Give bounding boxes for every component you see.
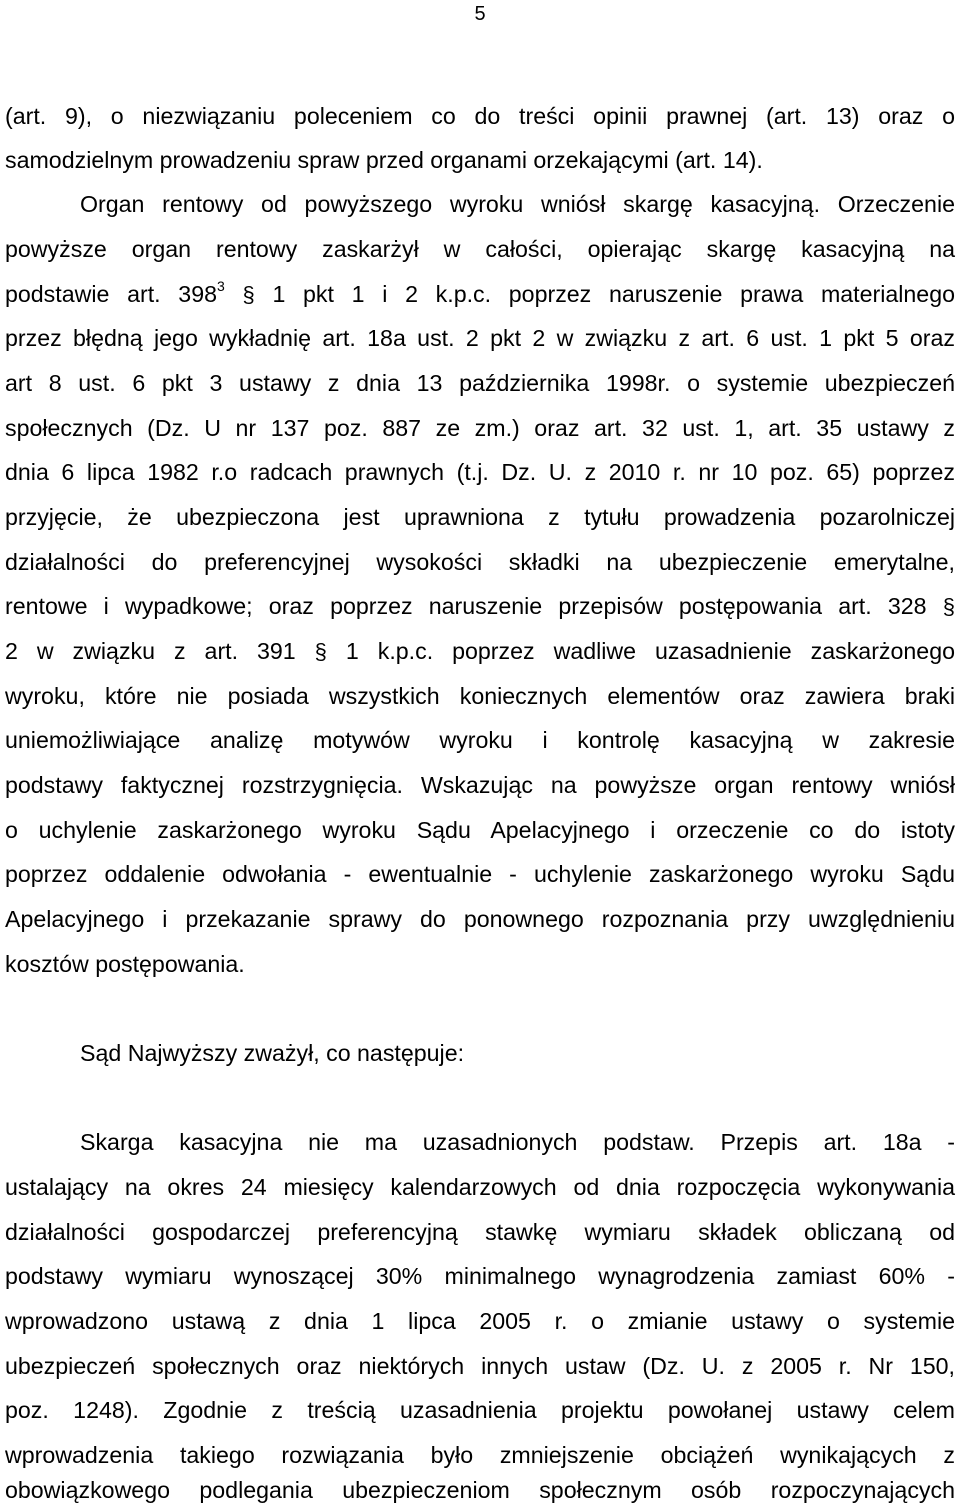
text-fragment: 1 k.p.c. poprzez wadliwe uzasadnienie zaskarżonego bbox=[345, 638, 955, 664]
text-line: o uchylenie zaskarżonego wyroku Sądu Apelacyjnego i orzeczenie co do istoty bbox=[5, 817, 955, 843]
text-line bbox=[5, 272, 955, 316]
text-line: Organ rentowy od powyższego wyroku wniósł skargę kasacyjną. Orzeczenie bbox=[80, 191, 955, 217]
text-fragment: rentowe i wypadkowe; oraz poprzez naruszenie przepisów postępowania art. 328 bbox=[5, 593, 927, 619]
text-line: działalności do preferencyjnej wysokości składki na ubezpieczenie emerytalne, bbox=[5, 549, 955, 575]
text-line: wprowadzono ustawą z dnia 1 lipca 2005 r. o zmianie ustawy o systemie bbox=[5, 1308, 955, 1334]
superscript: 3 bbox=[217, 278, 225, 295]
section-sign-icon: § bbox=[242, 282, 255, 307]
section-sign-icon: § bbox=[314, 639, 327, 664]
text-line: ustalający na okres 24 miesięcy kalendarzowych od dnia rozpoczęcia wykonywania bbox=[5, 1174, 955, 1200]
text-line bbox=[5, 584, 955, 628]
text-line: poz. 1248). Zgodnie z treścią uzasadnienia projektu powołanej ustawy celem bbox=[5, 1397, 955, 1423]
text-line: samodzielnym prowadzeniu spraw przed organami orzekającymi (art. 14). bbox=[5, 147, 763, 173]
text-line: obowiązkowego podlegania ubezpieczeniom społecznym osób rozpoczynających bbox=[5, 1477, 955, 1503]
text-line: art 8 ust. 6 pkt 3 ustawy z dnia 13 października 1998r. o systemie ubezpieczeń bbox=[5, 370, 955, 396]
section-sign-icon: § bbox=[942, 594, 955, 619]
text-fragment: podstawie art. 398 bbox=[5, 281, 217, 307]
text-line: podstawy wymiaru wynoszącej 30% minimalnego wynagrodzenia zamiast 60% - bbox=[5, 1263, 955, 1289]
text-line bbox=[5, 629, 955, 673]
text-line: ubezpieczeń społecznych oraz niektórych innych ustaw (Dz. U. z 2005 r. Nr 150, bbox=[5, 1353, 955, 1379]
text-line: (art. 9), o niezwiązaniu poleceniem co do treści opinii prawnej (art. 13) oraz o bbox=[5, 103, 955, 129]
page-number: 5 bbox=[474, 3, 486, 25]
text-fragment: 2 w związku z art. 391 bbox=[5, 638, 296, 664]
text-line: wyroku, które nie posiada wszystkich koniecznych elementów oraz zawiera braki bbox=[5, 683, 955, 709]
text-line: wprowadzenia takiego rozwiązania było zmniejszenie obciążeń wynikających z bbox=[5, 1442, 955, 1468]
text-line: kosztów postępowania. bbox=[5, 951, 245, 977]
text-line: podstawy faktycznej rozstrzygnięcia. Wskazując na powyższe organ rentowy wniósł bbox=[5, 772, 955, 798]
text-line: Apelacyjnego i przekazanie sprawy do ponownego rozpoznania przy uwzględnieniu bbox=[5, 906, 955, 932]
text-line: powyższe organ rentowy zaskarżył w całości, opierając skargę kasacyjną na bbox=[5, 236, 955, 262]
text-line: poprzez oddalenie odwołania - ewentualnie - uchylenie zaskarżonego wyroku Sądu bbox=[5, 861, 955, 887]
text-line: przez błędną jego wykładnię art. 18a ust. 2 pkt 2 w związku z art. 6 ust. 1 pkt 5 oraz bbox=[5, 325, 955, 351]
text-line: Skarga kasacyjna nie ma uzasadnionych podstaw. Przepis art. 18a - bbox=[80, 1129, 955, 1155]
text-line: dnia 6 lipca 1982 r.o radcach prawnych (t.j. Dz. U. z 2010 r. nr 10 poz. 65) poprzez bbox=[5, 459, 955, 485]
text-fragment: 1 pkt 1 i 2 k.p.c. poprzez naruszenie prawa materialnego bbox=[272, 281, 955, 307]
text-line: uniemożliwiające analizę motywów wyroku i kontrolę kasacyjną w zakresie bbox=[5, 727, 955, 753]
text-line: społecznych (Dz. U nr 137 poz. 887 ze zm.) oraz art. 32 ust. 1, art. 35 ustawy z bbox=[5, 415, 955, 441]
text-line: przyjęcie, że ubezpieczona jest uprawniona z tytułu prowadzenia pozarolniczej bbox=[5, 504, 955, 530]
section-heading: Sąd Najwyższy zważył, co następuje: bbox=[80, 1040, 465, 1066]
text-line: działalności gospodarczej preferencyjną stawkę wymiaru składek obliczaną od bbox=[5, 1219, 955, 1245]
